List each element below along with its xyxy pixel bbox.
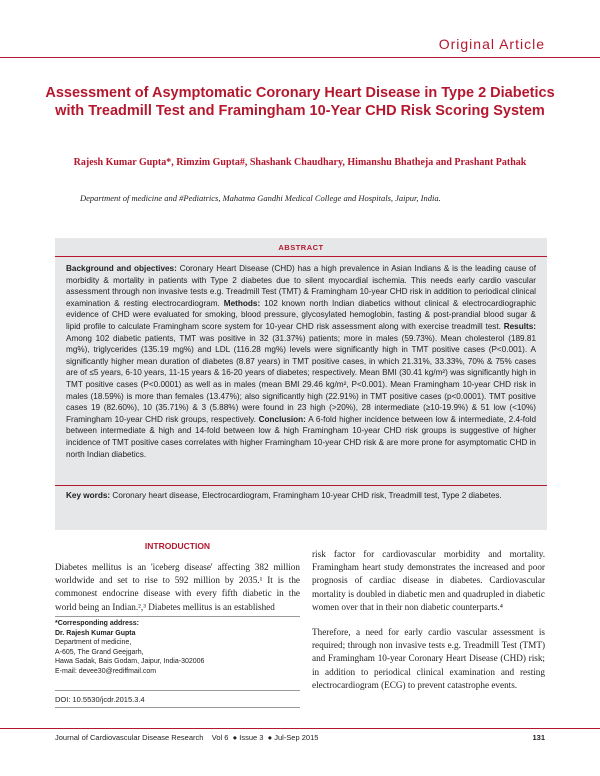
- results-text: Among 102 diabetic patients, TMT was positive in 32 (31.37%) patients; more in males (59.73%). Mean cholesterol (189.81 mg%), triglycerides (135.19 mg%) and LDL (116.28 mg%) levels were significantly high in TMT positive cases (P<0.001). A significantly higher mean duration of diabetes (8.87 years) in TMT positive cases, in which 21.31%, 33.33%, 70% & 75% cases are of ≤5 years, 6-10 years, 11-15 years & 16-20 years of diabetes; respectively. Mean BMI (30.41 kg/m²) was significantly high in TMT positive cases (P<0.0001) as well as in males (mean BMI 29.46 kg/m², P<0.001). Mean Framingham 10-year CHD risk in males (18.59%) is more than females (13.47%); also significantly high (22.91%) in TMT positive cases (p<0.0001). TMT positive cases 19 (82.60%), 10 (35.71%) & 3 (5.88%) were found in 23 high (>20%), 28 intermediate (≥10-19.9%) & 51 low (<10%) Framingham 10-year CHD risk groups, respectively.: [66, 333, 536, 424]
- doi-top-rule: [55, 690, 300, 691]
- methods-text: 102 known north Indian diabetics without clinical & electrocardiographic evidence of CHD were evaluated for smoking, blood pressure, glycosylated hemoglobin, fasting & post-prandial blood sugar & lipid profile to calculate Framingham score system for 10-year CHD risk assessment along with exercise treadmill test.: [66, 298, 537, 331]
- correspondence-name: Dr. Rajesh Kumar Gupta: [55, 629, 136, 637]
- correspondence-line2: A-605, The Grand Geejgarh,: [55, 648, 144, 656]
- bullet-icon: ●: [230, 733, 240, 742]
- intro-right-paragraph-2: Therefore, a need for early cardio vascular assessment is required; through non invasive tests e.g. Treadmill Test (TMT) and Framingham 10-year Coronary Heart Disease (CHD) risk; in addition to periodical clinical examination and resting electrocardiogram (ECG) to prevent catastrophe events.: [312, 627, 545, 690]
- conclusion-text: A 6-fold higher incidence between low & intermediate, 2.4-fold between intermediate & high and 14-fold between low & high Framingham 10-year CHD risk groups is suggestive of higher incidence of TMT positive cases correlates with higher Framingham 10-year CHD risk & are more prone for asymptomatic CHD in north Indian diabetics.: [66, 414, 536, 459]
- intro-left-paragraph: Diabetes mellitus is an 'iceberg disease' affecting 382 million worldwide and set to rise to 592 million by 2035.¹ It is the commonest endocrine disease with every fifth diabetic in the world being an Indian.²,³ Diabetes mellitus is an established: [55, 562, 300, 612]
- correspondence-email[interactable]: E-mail: devee30@rediffmail.com: [55, 667, 157, 675]
- footer-journal-info: [55, 733, 318, 742]
- doi-bottom-rule: [55, 707, 300, 708]
- results-label: Results:: [503, 321, 536, 331]
- bullet-icon: ●: [265, 733, 275, 742]
- abstract-heading: ABSTRACT: [278, 243, 324, 252]
- correspondence-line1: Department of medicine,: [55, 639, 132, 647]
- article-type: Original Article: [438, 36, 545, 52]
- keywords: [66, 490, 536, 502]
- intro-right-column: [312, 548, 545, 692]
- intro-right-paragraph-1: risk factor for cardiovascular morbidity and mortality. Framingham heart study demonstrates the increased and poor prognosis of cardiac disease in diabetes. Cardiovascular mortality is doubled in diabetic men and quadrupled in diabetic women over that in their non diabetic counterparts.⁴: [312, 549, 545, 612]
- methods-label: Methods:: [223, 298, 261, 308]
- intro-heading: INTRODUCTION: [144, 541, 211, 551]
- footer-issue: Issue 3: [239, 733, 264, 742]
- correspondence-line3: Hawa Sadak, Bais Godam, Jaipur, India-302006: [55, 658, 205, 666]
- keywords-label: Key words:: [66, 491, 111, 500]
- paper-title: Assessment of Asymptomatic Coronary Heart Disease in Type 2 Diabetics with Treadmill Test and Framingham 10-Year CHD Risk Scoring System: [45, 85, 555, 119]
- footer-journal: Journal of Cardiovascular Disease Research: [55, 733, 204, 742]
- footer-rule: [0, 728, 600, 729]
- affiliation: Department of medicine and #Pediatrics, Mahatma Gandhi Medical College and Hospitals, Jaipur, India.: [80, 193, 441, 203]
- background-text: Coronary Heart Disease (CHD) has a high prevalence in Asian Indians & is the leading cause of morbidity & mortality in patients with Type 2 diabetes due to silent myocardial ischemia. This needs early cardio vascular assessment through non invasive tests e.g. Treadmill Test (TMT) & Framingham 10-year CHD risk in addition to periodical clinical examination & resting electrocardiogram.: [66, 264, 536, 308]
- header-rule: [0, 57, 600, 58]
- keywords-divider: [55, 485, 547, 486]
- footer-volume: Vol 6: [211, 733, 229, 742]
- background-label: Background and objectives:: [66, 264, 177, 273]
- page-number: 131: [532, 733, 545, 742]
- abstract-body: [66, 263, 536, 460]
- keywords-text: Coronary heart disease, Electrocardiogram, Framingham 10-year CHD risk, Treadmill test, Type 2 diabetes.: [112, 491, 502, 500]
- footer-date: Jul-Sep 2015: [274, 733, 319, 742]
- author-list: Rajesh Kumar Gupta*, Rimzim Gupta#, Shashank Chaudhary, Himanshu Bhatheja and Prashant Pathak: [73, 157, 527, 168]
- doi[interactable]: DOI: 10.5530/jcdr.2015.3.4: [55, 695, 145, 704]
- abstract-divider: [55, 256, 547, 257]
- correspondence: [55, 619, 300, 677]
- correspondence-title: *Corresponding address:: [55, 620, 140, 627]
- conclusion-label: Conclusion:: [258, 414, 306, 424]
